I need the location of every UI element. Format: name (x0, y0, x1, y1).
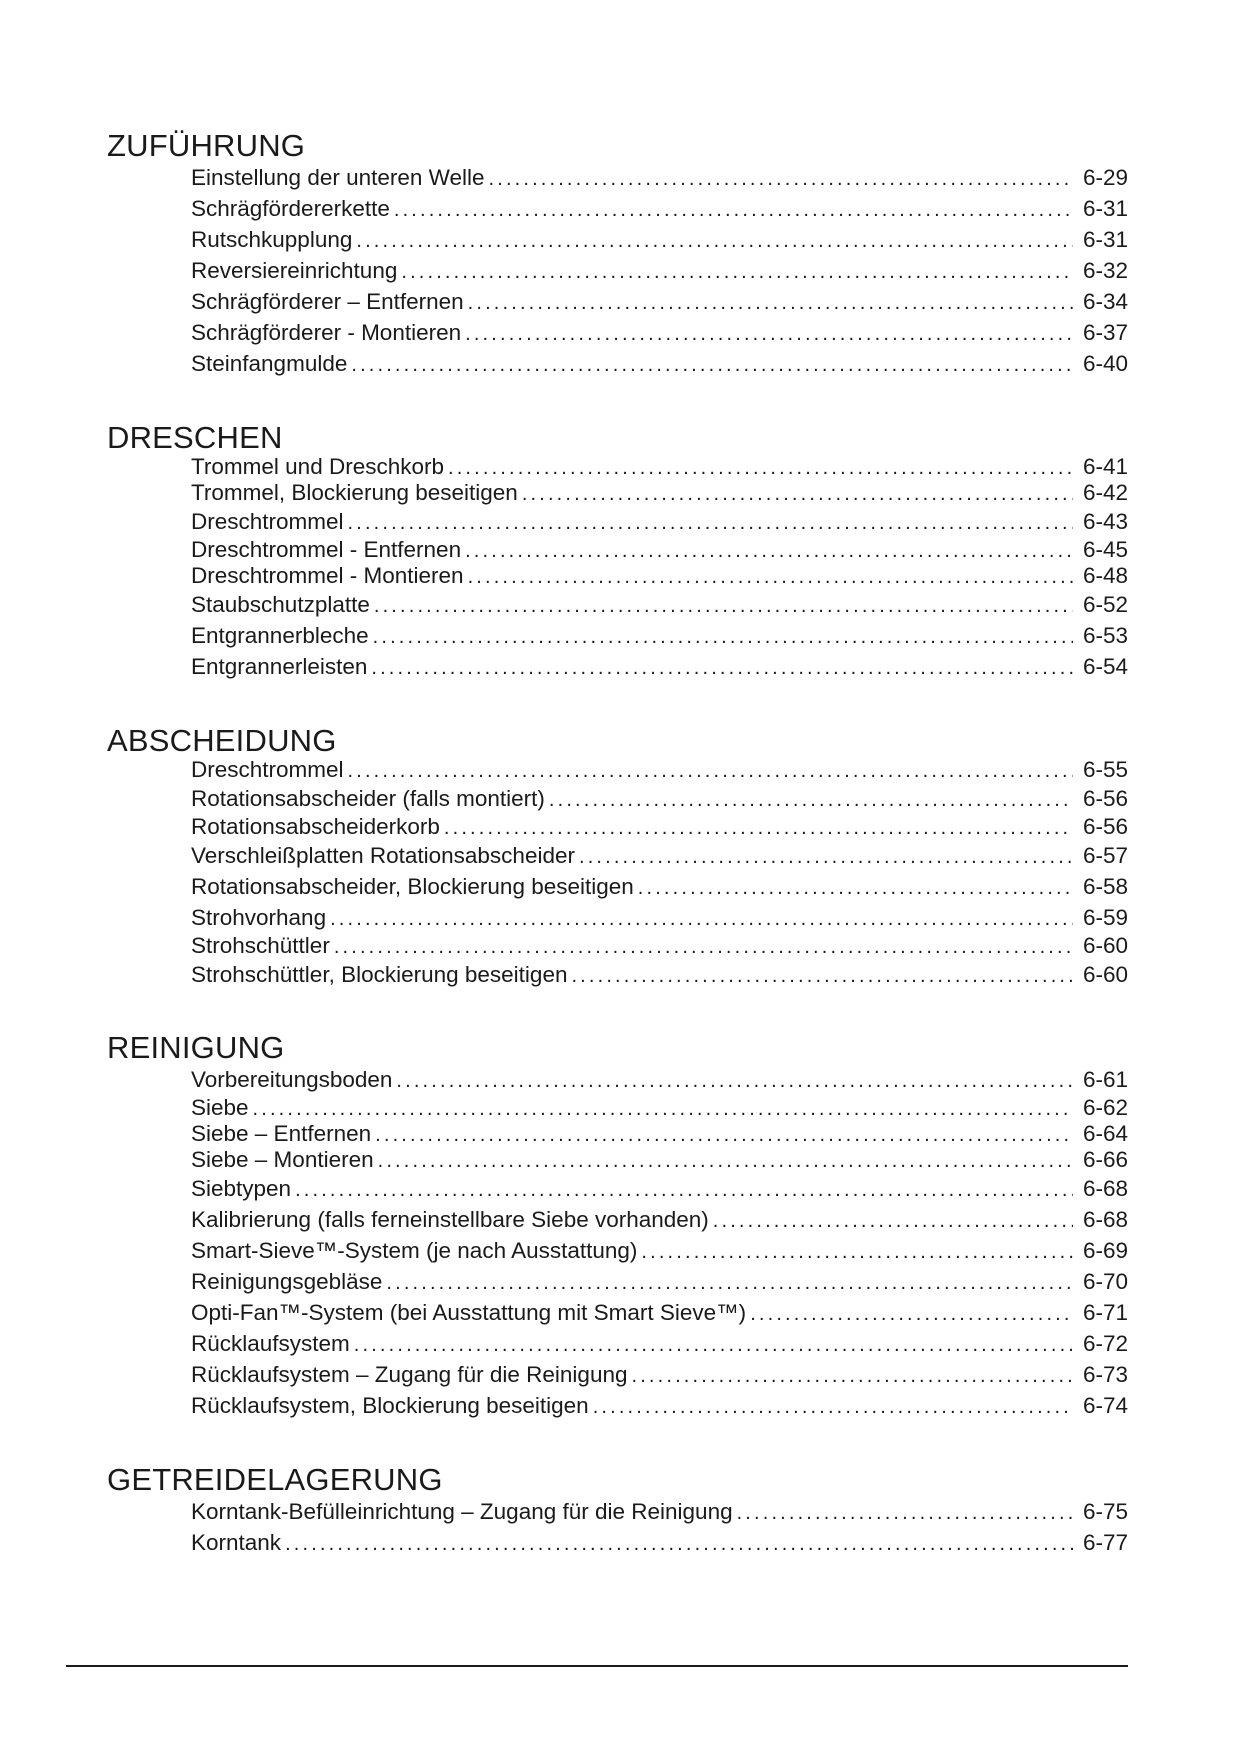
toc-entry[interactable] (191, 620, 1128, 651)
dot-leader (713, 1206, 1073, 1237)
toc-entry-list (191, 162, 1128, 379)
entry-page: 6-75 (1082, 1499, 1128, 1524)
entry-page: 6-68 (1082, 1207, 1128, 1232)
entry-label: Rotationsabscheiderkorb (191, 814, 440, 839)
section-title: ZUFÜHRUNG (107, 128, 306, 163)
entry-page: 6-34 (1082, 289, 1128, 314)
entry-page: 6-52 (1082, 592, 1128, 617)
entry-label: Rotationsabscheider, Blockierung beseitigen (191, 874, 634, 899)
toc-entry[interactable] (191, 1204, 1128, 1235)
toc-entry[interactable] (191, 1235, 1128, 1266)
entry-page: 6-58 (1082, 874, 1128, 899)
toc-entry[interactable] (191, 317, 1128, 348)
dot-leader (371, 653, 1073, 684)
section-title: DRESCHEN (107, 420, 283, 455)
dot-leader (334, 934, 1073, 960)
dot-leader (386, 1268, 1073, 1299)
entry-label: Siebtypen (191, 1176, 292, 1201)
entry-label: Dreschtrommel (191, 757, 344, 782)
toc-entry[interactable] (191, 814, 1128, 840)
toc-entry[interactable] (191, 1266, 1128, 1297)
dot-leader (351, 350, 1073, 381)
dot-leader (593, 1392, 1073, 1423)
toc-entry-list (191, 1064, 1128, 1421)
entry-label: Entgrannerbleche (191, 623, 369, 648)
entry-page: 6-64 (1082, 1121, 1128, 1146)
entry-page: 6-56 (1082, 814, 1128, 839)
entry-page: 6-74 (1082, 1393, 1128, 1418)
entry-label: Strohschüttler, Blockierung beseitigen (191, 962, 568, 987)
entry-page: 6-55 (1082, 757, 1128, 782)
entry-label: Siebe – Entfernen (191, 1121, 372, 1146)
dot-leader (374, 591, 1073, 622)
toc-section-dreschen (107, 420, 1128, 682)
entry-page: 6-48 (1082, 563, 1128, 588)
entry-page: 6-29 (1082, 165, 1128, 190)
section-title: GETREIDELAGERUNG (107, 1462, 443, 1497)
entry-label: Reversiereinrichtung (191, 258, 398, 283)
entry-label: Schrägförderer – Entfernen (191, 289, 464, 314)
dot-leader (489, 164, 1073, 195)
entry-label: Korntank-Befülleinrichtung – Zugang für die Reinigung (191, 1499, 733, 1524)
entry-page: 6-73 (1082, 1362, 1128, 1387)
entry-page: 6-31 (1082, 196, 1128, 221)
entry-page: 6-59 (1082, 905, 1128, 930)
section-title: REINIGUNG (107, 1030, 285, 1065)
toc-entry[interactable] (191, 651, 1128, 682)
entry-label: Strohvorhang (191, 905, 327, 930)
entry-label: Trommel, Blockierung beseitigen (191, 480, 518, 505)
toc-entry-list (191, 757, 1128, 990)
dot-leader (468, 564, 1073, 590)
dot-leader (354, 1330, 1073, 1361)
toc-entry[interactable] (191, 563, 1128, 589)
toc-entry[interactable] (191, 1328, 1128, 1359)
entry-label: Rücklaufsystem (191, 1331, 350, 1356)
entry-label: Dreschtrommel - Entfernen (191, 537, 462, 562)
dot-leader (737, 1498, 1073, 1529)
toc-entry[interactable] (191, 1147, 1128, 1173)
dot-leader (356, 226, 1073, 257)
toc-entry[interactable] (191, 348, 1128, 379)
entry-label: Reinigungsgebläse (191, 1269, 383, 1294)
toc-entry[interactable] (191, 506, 1128, 537)
toc-entry[interactable] (191, 193, 1128, 224)
toc-entry[interactable] (191, 783, 1128, 814)
dot-leader (549, 785, 1073, 816)
toc-entry[interactable] (191, 1121, 1128, 1147)
section-title: ABSCHEIDUNG (107, 723, 337, 758)
entry-label: Rücklaufsystem, Blockierung beseitigen (191, 1393, 589, 1418)
toc-entry[interactable] (191, 1527, 1128, 1558)
entry-page: 6-53 (1082, 623, 1128, 648)
toc-entry[interactable] (191, 255, 1128, 286)
entry-label: Dreschtrommel - Montieren (191, 563, 464, 588)
dot-leader (468, 288, 1073, 319)
dot-leader (253, 1096, 1073, 1122)
dot-leader (522, 481, 1073, 507)
entry-page: 6-71 (1082, 1300, 1128, 1325)
entry-label: Rotationsabscheider (falls montiert) (191, 786, 545, 811)
dot-leader (579, 842, 1073, 873)
toc-entry[interactable] (191, 1496, 1128, 1527)
dot-leader (375, 1122, 1073, 1148)
entry-label: Dreschtrommel (191, 509, 344, 534)
toc-section-zufuehrung (107, 128, 1128, 379)
entry-label: Schrägfördererkette (191, 196, 390, 221)
entry-label: Rücklaufsystem – Zugang für die Reinigung (191, 1362, 628, 1387)
entry-label: Rutschkupplung (191, 227, 353, 252)
toc-entry[interactable] (191, 589, 1128, 620)
entry-label: Kalibrierung (falls ferneinstellbare Siebe vorhanden) (191, 1207, 709, 1232)
dot-leader (632, 1361, 1073, 1392)
dot-leader (638, 873, 1073, 904)
dot-leader (295, 1175, 1073, 1206)
entry-page: 6-60 (1082, 962, 1128, 987)
entry-page: 6-69 (1082, 1238, 1128, 1263)
dot-leader (394, 195, 1073, 226)
entry-page: 6-56 (1082, 786, 1128, 811)
entry-page: 6-40 (1082, 351, 1128, 376)
entry-label: Trommel und Dreschkorb (191, 454, 444, 479)
entry-page: 6-72 (1082, 1331, 1128, 1356)
dot-leader (330, 904, 1073, 935)
dot-leader (571, 961, 1072, 992)
dot-leader (348, 508, 1073, 539)
entry-label: Vorbereitungsboden (191, 1067, 393, 1092)
toc-entry[interactable] (191, 902, 1128, 933)
toc-entry[interactable] (191, 959, 1128, 990)
toc-entry[interactable] (191, 1390, 1128, 1421)
entry-page: 6-70 (1082, 1269, 1128, 1294)
toc-section-getreidelagerung (107, 1462, 1128, 1558)
toc-entry[interactable] (191, 162, 1128, 193)
dot-leader (641, 1237, 1073, 1268)
entry-label: Staubschutzplatte (191, 592, 370, 617)
entry-page: 6-57 (1082, 843, 1128, 868)
dot-leader (373, 622, 1073, 653)
entry-page: 6-31 (1082, 227, 1128, 252)
toc-entry[interactable] (191, 1359, 1128, 1390)
toc-entry[interactable] (191, 1173, 1128, 1204)
toc-entry[interactable] (191, 933, 1128, 959)
toc-entry[interactable] (191, 1297, 1128, 1328)
entry-label: Opti-Fan™-System (bei Ausstattung mit Smart Sieve™) (191, 1300, 747, 1325)
toc-section-reinigung (107, 1030, 1128, 1421)
dot-leader (396, 1066, 1073, 1097)
entry-page: 6-37 (1082, 320, 1128, 345)
toc-entry[interactable] (191, 224, 1128, 255)
entry-label: Strohschüttler (191, 933, 330, 958)
toc-entry[interactable] (191, 286, 1128, 317)
entry-page: 6-45 (1082, 537, 1128, 562)
toc-entry[interactable] (191, 840, 1128, 871)
toc-section-abscheidung (107, 723, 1128, 990)
dot-leader (444, 815, 1073, 841)
entry-label: Einstellung der unteren Welle (191, 165, 485, 190)
dot-leader (448, 455, 1073, 481)
toc-entry[interactable] (191, 1095, 1128, 1121)
toc-entry-list (191, 1496, 1128, 1558)
entry-page: 6-68 (1082, 1176, 1128, 1201)
toc-entry[interactable] (191, 1064, 1128, 1095)
entry-label: Siebe (191, 1095, 249, 1120)
entry-page: 6-42 (1082, 480, 1128, 505)
entry-label: Steinfangmulde (191, 351, 348, 376)
dot-leader (750, 1299, 1073, 1330)
toc-entry[interactable] (191, 454, 1128, 480)
entry-label: Entgrannerleisten (191, 654, 368, 679)
toc-entry[interactable] (191, 537, 1128, 563)
dot-leader (378, 1148, 1073, 1174)
entry-label: Korntank (191, 1530, 282, 1555)
entry-page: 6-60 (1082, 933, 1128, 958)
entry-page: 6-62 (1082, 1095, 1128, 1120)
dot-leader (401, 257, 1073, 288)
entry-label: Siebe – Montieren (191, 1147, 374, 1172)
dot-leader (465, 538, 1073, 564)
entry-label: Verschleißplatten Rotationsabscheider (191, 843, 575, 868)
toc-entry-list (191, 454, 1128, 682)
footer-rule (66, 1665, 1128, 1667)
toc-entry[interactable] (191, 871, 1128, 902)
toc-entry[interactable] (191, 757, 1128, 783)
entry-page: 6-43 (1082, 509, 1128, 534)
entry-page: 6-54 (1082, 654, 1128, 679)
dot-leader (285, 1529, 1073, 1560)
entry-page: 6-32 (1082, 258, 1128, 283)
entry-page: 6-61 (1082, 1067, 1128, 1092)
dot-leader (348, 758, 1073, 784)
entry-page: 6-66 (1082, 1147, 1128, 1172)
toc-entry[interactable] (191, 480, 1128, 506)
dot-leader (465, 319, 1073, 350)
entry-page: 6-77 (1082, 1530, 1128, 1555)
entry-page: 6-41 (1082, 454, 1128, 479)
entry-label: Schrägförderer - Montieren (191, 320, 462, 345)
entry-label: Smart-Sieve™-System (je nach Ausstattung) (191, 1238, 638, 1263)
